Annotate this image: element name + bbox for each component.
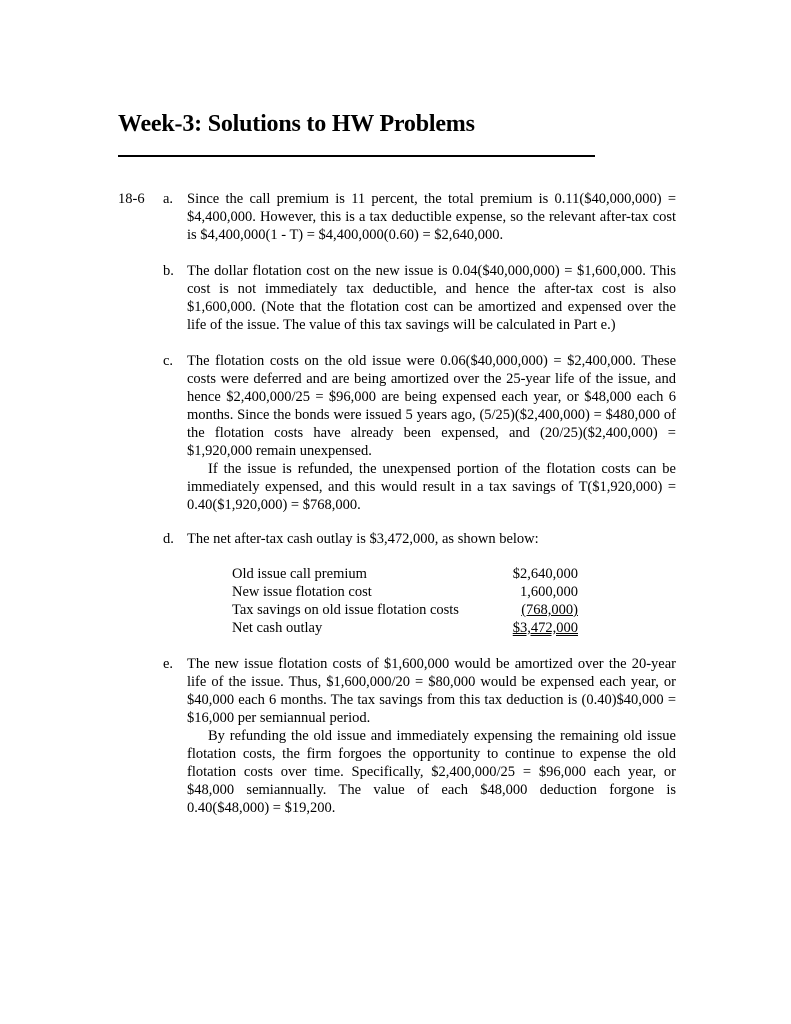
item-e-paragraph-1: The new issue flotation costs of $1,600,000 would be amortized over the 20-year life of the issue. Thus, $1,600,000/20 = $80,000 would be expensed each year, or $40,000 each 6 months. The tax savings from this tax deduction is (0.40)$40,000 = $16,000 per semiannual period. (187, 656, 676, 726)
page-title: Week-3: Solutions to HW Problems (118, 111, 475, 137)
item-c-body (187, 352, 676, 514)
item-c-paragraph-1: The flotation costs on the old issue were 0.06($40,000,000) = $2,400,000. These costs were deferred and are being amortized over the 25-year life of the issue, and hence $2,400,000/25 = $96,000 are being expensed each year, or $48,000 each 6 months. Since the bonds were issued 5 years ago, (5/25)($2,400,000) = $480,000 of the flotation costs have already been expensed, and (20/25)($2,400,000) = $1,920,000 remain unexpensed. (187, 353, 676, 459)
item-d-paragraph-1: The net after-tax cash outlay is $3,472,000, as shown below: (187, 531, 539, 547)
item-b-label: b. (163, 263, 174, 279)
total-value: $3,472,000 (512, 620, 578, 636)
item-a-body (187, 190, 676, 244)
item-e-body (187, 655, 676, 817)
row-label: New issue flotation cost (232, 584, 372, 600)
row-label: Old issue call premium (232, 566, 367, 582)
item-d-label: d. (163, 531, 174, 547)
item-d-body (187, 530, 676, 548)
row-value: 1,600,000 (520, 584, 578, 600)
table-row (232, 601, 578, 619)
row-value: (768,000) (521, 602, 578, 618)
item-a-label: a. (163, 191, 174, 207)
row-label: Net cash outlay (232, 620, 323, 636)
title-divider (118, 155, 595, 157)
item-a-paragraph-1: Since the call premium is 11 percent, the total premium is 0.11($40,000,000) = $4,400,000. However, this is a tax deductible expense, so the relevant after-tax cost is $4,400,000(1 - T) = $4,400,000(0.60) = $2,640,000. (187, 191, 676, 243)
item-c-paragraph-2: If the issue is refunded, the unexpensed portion of the flotation costs can be immediately expensed, and this would result in a tax savings of T($1,920,000) = 0.40($1,920,000) = $768,000. (187, 461, 676, 513)
item-b-body (187, 262, 676, 334)
row-label: Tax savings on old issue flotation costs (232, 602, 459, 618)
item-e-paragraph-2: By refunding the old issue and immediately expensing the remaining old issue flotation costs, the firm forgoes the opportunity to continue to expense the old flotation costs over time. Specifically, $2,400,000/25 = $96,000 each year, or $48,000 semiannually. The value of each $48,000 deduction forgone is 0.40($48,000) = $19,200. (187, 728, 676, 816)
item-e-label: e. (163, 656, 174, 672)
item-c-label: c. (163, 353, 174, 369)
table-row (232, 583, 578, 601)
problem-number: 18-6 (118, 191, 145, 207)
table-row (232, 565, 578, 583)
item-b-paragraph-1: The dollar flotation cost on the new issue is 0.04($40,000,000) = $1,600,000. This cost is not immediately tax deductible, and hence the after-tax cost is also $1,600,000. (Note that the flotation cost can be amortized and expensed over the life of the issue. The value of this tax savings will be calculated in Part e.) (187, 263, 676, 333)
row-value: $2,640,000 (512, 566, 578, 582)
table-row (232, 619, 578, 637)
cash-outlay-table (232, 565, 578, 637)
